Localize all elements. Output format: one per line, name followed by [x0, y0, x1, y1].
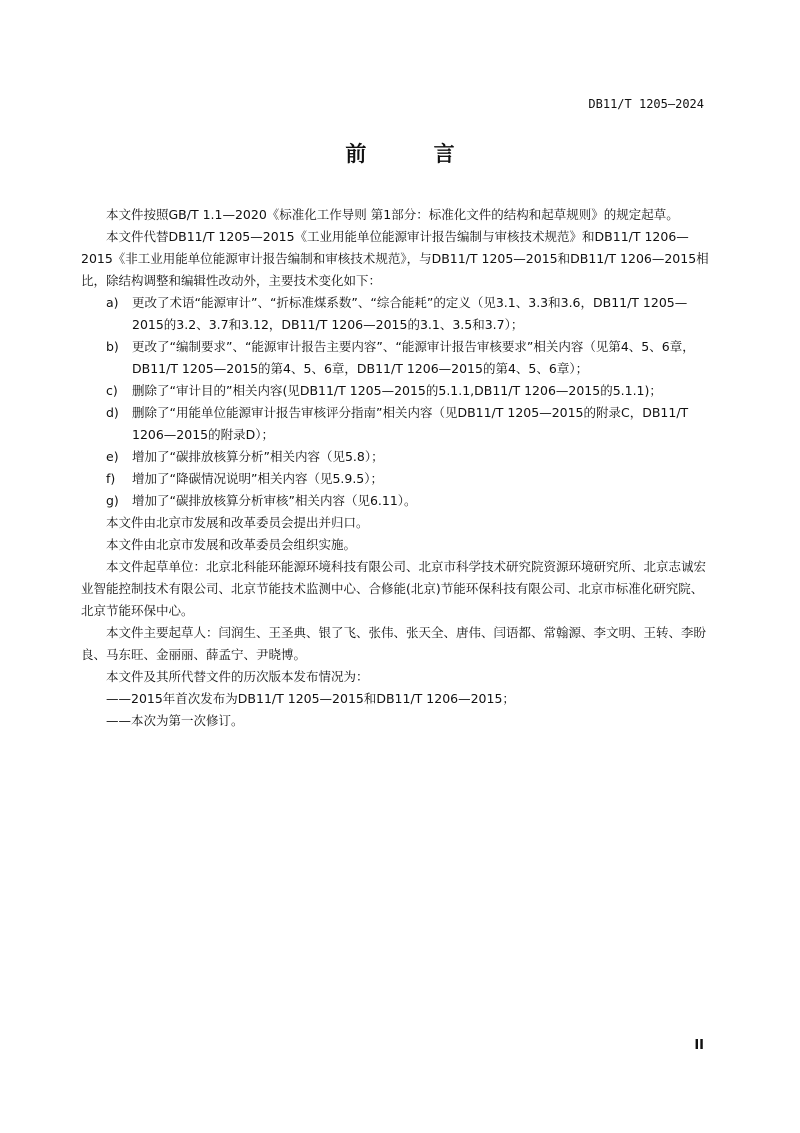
- page-title: 前 言: [345, 142, 485, 166]
- list-item: [81, 292, 711, 336]
- list-item-text: 更改了“编制要求”、“能源审计报告主要内容”、“能源审计报告审核要求”相关内容（见第4、5、6章，DB11/T 1205—2015的第4、5、6章，DB11/T 1206—2015的第4、5、6章）；: [132, 339, 695, 376]
- paragraph: 本文件由北京市发展和改革委员会提出并归口。: [106, 515, 369, 530]
- list-marker: a): [106, 295, 119, 310]
- list-item: [81, 402, 711, 446]
- paragraph: 本文件起草单位：北京北科能环能源环境科技有限公司、北京市科学技术研究院资源环境研究所、北京志诚宏业智能控制技术有限公司、北京节能技术监测中心、合修能(北京)节能环保科技有限公司、北京市标准化研究院、北京节能环保中心。: [81, 559, 707, 618]
- paragraph: 本文件按照GB/T 1.1—2020《标准化工作导则 第1部分：标准化文件的结构和起草规则》的规定起草。: [106, 207, 679, 222]
- page-number: II: [694, 1038, 704, 1053]
- list-item: [81, 380, 711, 402]
- list-marker: d): [106, 405, 119, 420]
- list-item-text: 更改了术语“能源审计”、“折标准煤系数”、“综合能耗”的定义（见3.1、3.3和3.6，DB11/T 1205—2015的3.2、3.7和3.12，DB11/T 1206—2015的3.1、3.5和3.7）；: [132, 295, 688, 332]
- paragraph: 本文件主要起草人：闫润生、王圣典、银了飞、张伟、张天全、唐伟、闫语都、常翰源、李文明、王转、李盼良、马东旺、金丽丽、薛孟宁、尹晓博。: [81, 625, 707, 662]
- list-item-text: 增加了“碳排放核算分析审核”相关内容（见6.11）。: [132, 493, 417, 508]
- list-item: [81, 336, 711, 380]
- list-item-text: 增加了“碳排放核算分析”相关内容（见5.8）；: [132, 449, 384, 464]
- history-item: ——2015年首次发布为DB11/T 1205—2015和DB11/T 1206—2015；: [106, 691, 515, 706]
- list-item-text: 删除了“用能单位能源审计报告审核评分指南”相关内容（见DB11/T 1205—2015的附录C，DB11/T 1206—2015的附录D）；: [132, 405, 689, 442]
- paragraph: 本文件代替DB11/T 1205—2015《工业用能单位能源审计报告编制与审核技术规范》和DB11/T 1206—2015《非工业用能单位能源审计报告编制和审核技术规范》，与DB11/T 1205—2015和DB11/T 1206—2015相比，除结构调整和编辑性改动外，主要技术变化如下：: [81, 229, 709, 288]
- document-id: DB11/T 1205—2024: [588, 97, 704, 111]
- list-marker: g): [106, 493, 119, 508]
- list-marker: f): [106, 471, 116, 486]
- paragraph: 本文件及其所代替文件的历次版本发布情况为：: [106, 669, 369, 684]
- list-item: [81, 446, 711, 468]
- list-item-text: 增加了“降碳情况说明”相关内容（见5.9.5）；: [132, 471, 384, 486]
- list-marker: b): [106, 339, 119, 354]
- foreword-body: [81, 204, 711, 732]
- list-item-text: 删除了“审计目的”相关内容(见DB11/T 1205—2015的5.1.1,DB11/T 1206—2015的5.1.1)；: [132, 383, 662, 398]
- paragraph: 本文件由北京市发展和改革委员会组织实施。: [106, 537, 357, 552]
- list-item: [81, 490, 711, 512]
- history-item: ——本次为第一次修订。: [106, 713, 244, 728]
- list-marker: e): [106, 449, 119, 464]
- list-item: [81, 468, 711, 490]
- list-marker: c): [106, 383, 118, 398]
